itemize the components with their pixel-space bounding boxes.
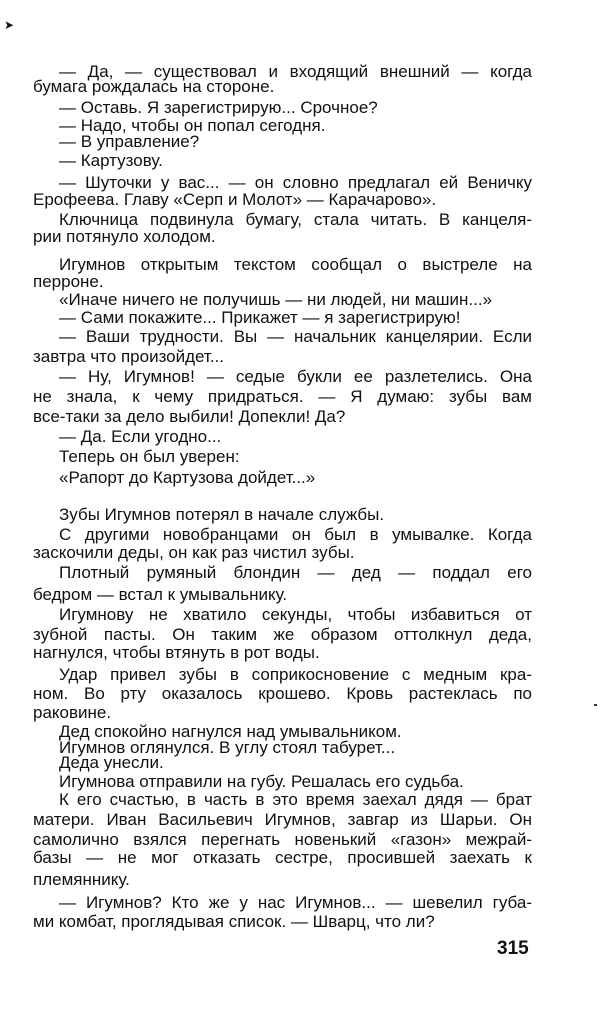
text-line: — Картузову.	[59, 151, 163, 170]
text-line: — Сами покажите... Прикажет — я зарегистрирую!	[59, 308, 461, 327]
text-line: ми комбат, проглядывая список. — Шварц, что ли?	[33, 912, 435, 931]
text-line: все-таки за дело выбили! Допекли! Да?	[33, 407, 346, 426]
text-line: Плотный румяный блондин — дед — поддал его	[59, 563, 532, 582]
text-line: — Шуточки у вас... — он словно предлагал ей Веничку	[59, 173, 532, 192]
text-line: базы — не мог отказать сестре, просившей заехать к	[33, 848, 532, 867]
text-line: Теперь он был уверен:	[59, 447, 240, 466]
text-line: заскочили деды, он как раз чистил зубы.	[33, 543, 355, 562]
text-line: матери. Иван Васильевич Игумнов, завгар из Шарьи. Он	[33, 810, 532, 829]
text-line: — Ваши трудности. Вы — начальник канцелярии. Если	[59, 327, 532, 346]
text-line: ном. Во рту оказалось крошево. Кровь растеклась по	[33, 684, 532, 703]
corner-mark-icon: ➤	[4, 18, 15, 32]
text-line: — Игумнов? Кто же у нас Игумнов... — шевелил губа-	[59, 893, 532, 912]
text-line: Зубы Игумнов потерял в начале службы.	[59, 505, 385, 524]
scan-speck	[594, 704, 597, 706]
text-line: Ерофеева. Главу «Серп и Молот» — Карачарово».	[33, 190, 437, 209]
text-line: Удар привел зубы в соприкосновение с медным кра-	[59, 665, 532, 684]
text-line: — В управление?	[59, 132, 200, 151]
text-line: Дед спокойно нагнулся над умывальником.	[59, 722, 402, 741]
text-line: не знала, к чему придраться. — Я думаю: зубы вам	[33, 387, 532, 406]
text-line: Деда унесли.	[59, 753, 164, 772]
text-line: Ключница подвинула бумагу, стала читать. В канцеля-	[59, 210, 532, 229]
text-line: раковине.	[33, 703, 112, 722]
text-line: перроне.	[33, 272, 104, 291]
text-line: Игумнову не хватило секунды, чтобы избавиться от	[59, 605, 532, 624]
text-line: самолично взялся перегнать новенький «газон» межрай-	[33, 830, 532, 849]
text-line: С другими новобранцами он был в умывалке. Когда	[59, 525, 532, 544]
text-line: Игумнова отправили на губу. Решалась его судьба.	[59, 772, 464, 791]
text-line: «Иначе ничего не получишь — ни людей, ни машин...»	[59, 290, 493, 309]
text-line: — Да. Если угодно...	[59, 427, 222, 446]
text-line: завтра что произойдет...	[33, 347, 225, 366]
text-line: бумага рождалась на стороне.	[33, 77, 275, 96]
text-line: — Ну, Игумнов! — седые букли ее разлетелись. Она	[59, 367, 532, 386]
text-line: рии потянуло холодом.	[33, 227, 216, 246]
text-line: племяннику.	[33, 870, 130, 889]
text-line: К его счастью, в часть в это время заехал дядя — брат	[59, 790, 532, 809]
text-line: бедром — встал к умывальнику.	[33, 585, 288, 604]
text-line: — Да, — существовал и входящий внешний — когда	[59, 62, 532, 81]
text-line: Игумнов оглянулся. В углу стоял табурет...	[59, 738, 396, 757]
text-line: зубной пасты. Он таким же образом оттолкнул деда,	[33, 625, 532, 644]
page-number: 315	[497, 938, 529, 959]
text-line: Игумнов открытым текстом сообщал о выстреле на	[59, 255, 532, 274]
text-line: — Надо, чтобы он попал сегодня.	[59, 116, 326, 135]
text-line: нагнулся, чтобы втянуть в рот воды.	[33, 643, 320, 662]
text-line: — Оставь. Я зарегистрирую... Срочное?	[59, 98, 378, 117]
text-line: «Рапорт до Картузова дойдет...»	[59, 468, 316, 487]
